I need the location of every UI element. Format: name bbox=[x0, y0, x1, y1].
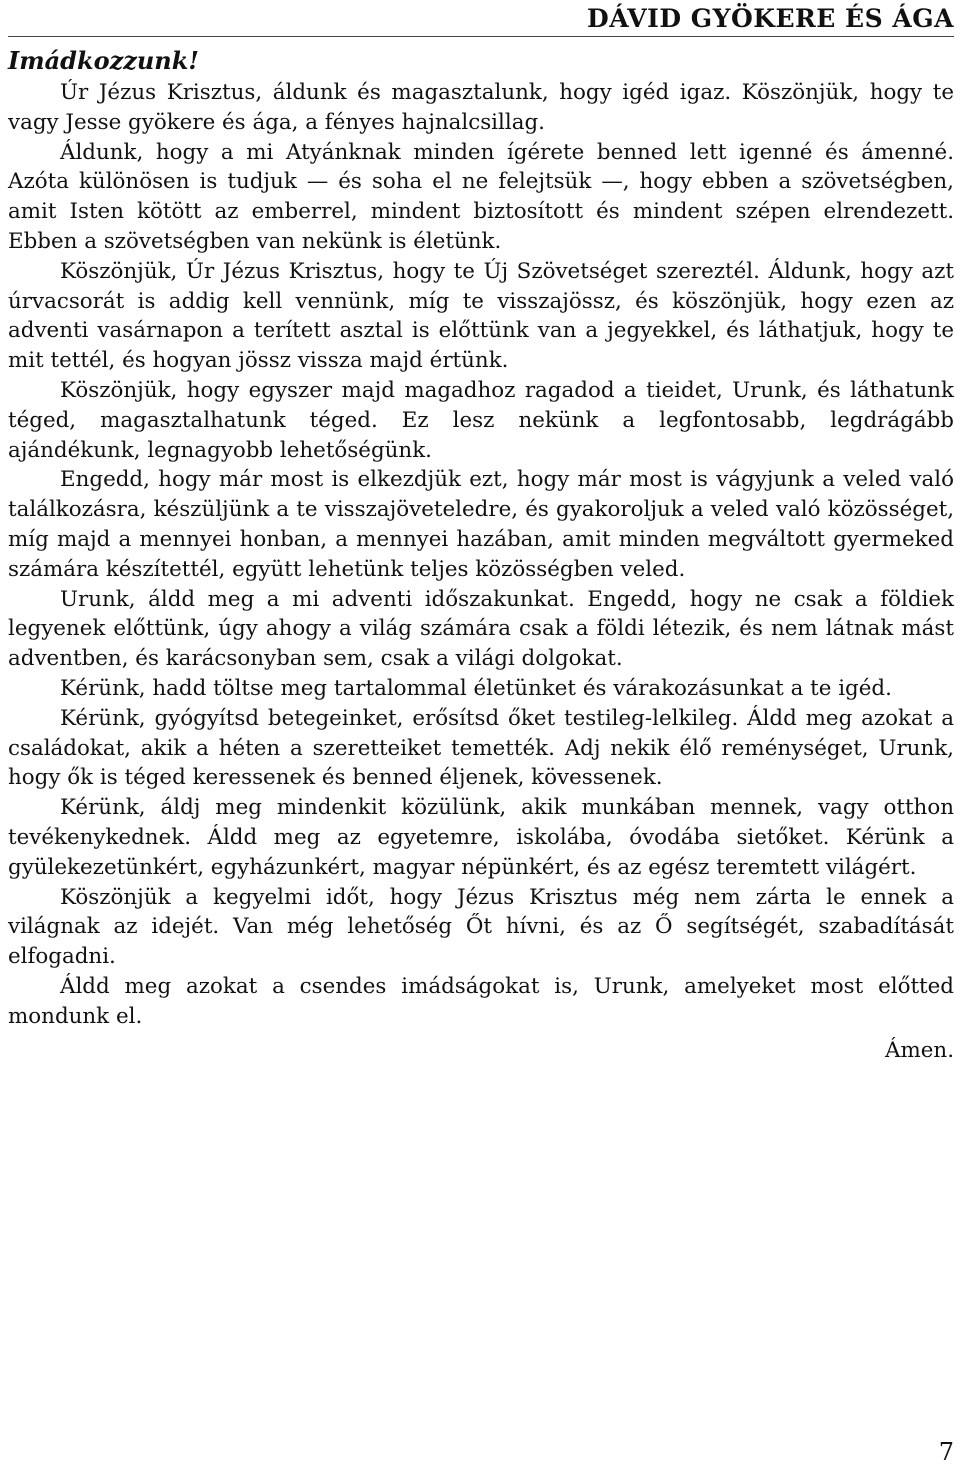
page-body bbox=[8, 44, 954, 1065]
paragraph: Kérünk, hadd töltse meg tartalommal életünket és várakozásunkat a te igéd. bbox=[60, 675, 892, 701]
paragraph: Kérünk, gyógyítsd betegeinket, erősítsd őket testileg-lelkileg. Áldd meg azokat a családokat, akik a héten a szeretteiket temették. Adj nekik élő reménységet, Urunk, hogy ők is téged keressenek és benned éljenek, kövessenek. bbox=[8, 705, 954, 791]
header-rule bbox=[8, 36, 954, 37]
paragraph: Kérünk, áldj meg mindenkit közülünk, akik munkában mennek, vagy otthon tevékenykednek. Áldd meg az egyetemre, iskolába, óvodába sietőket. Kérünk a gyülekezetünkért, egyházunkért, magyar népünkért, és az egész teremtett világért. bbox=[8, 795, 954, 880]
running-header: DÁVID GYÖKERE ÉS ÁGA bbox=[587, 4, 954, 33]
paragraph: Köszönjük a kegyelmi időt, hogy Jézus Krisztus még nem zárta le ennek a világnak az idejét. Van még lehetőség Őt hívni, és az Ő segítségét, szabadítását elfogadni. bbox=[8, 884, 954, 970]
paragraph: Engedd, hogy már most is elkezdjük ezt, hogy már most is vágyjunk a veled való találkozásra, készüljünk a te visszajöveteledre, és gyakoroljuk a veled való közösséget, míg majd a mennyei honban, a mennyei hazában, amit minden megváltott gyermeked számára készítettél, együtt lehetünk teljes közösségben veled. bbox=[8, 467, 954, 582]
prayer-heading: Imádkozzunk! bbox=[8, 46, 199, 75]
paragraph: Áldunk, hogy a mi Atyánknak minden ígérete benned lett igenné és ámenné. Azóta különösen is tudjuk — és soha el ne felejtsük —, hogy ebben a szövetségben, amit Isten kötött az emberrel, mindent biztosított és mindent szépen elrendezett. Ebben a szövetségben van nekünk is életünk. bbox=[8, 139, 954, 254]
paragraph: Úr Jézus Krisztus, áldunk és magasztalunk, hogy igéd igaz. Köszönjük, hogy te vagy Jesse gyökere és ága, a fényes hajnalcsillag. bbox=[8, 80, 954, 135]
page-number: 7 bbox=[938, 1438, 954, 1466]
paragraph: Áldd meg azokat a csendes imádságokat is, Urunk, amelyeket most előtted mondunk el. bbox=[8, 973, 954, 1029]
paragraph: Köszönjük, Úr Jézus Krisztus, hogy te Új Szövetséget szereztél. Áldunk, hogy azt úrvacsorát is addig kell vennünk, míg te visszajössz, és köszönjük, hogy ezen az adventi vasárnapon a terített asztal is előttünk van a jegyekkel, és láthatjuk, hogy te mit tettél, és hogyan jössz vissza majd értünk. bbox=[8, 258, 954, 374]
closing-amen: Ámen. bbox=[885, 1037, 954, 1063]
paragraph: Urunk, áldd meg a mi adventi időszakunkat. Engedd, hogy ne csak a földiek legyenek előttünk, úgy ahogy a világ számára csak a földi létezik, és nem látnak mást adventben, és karácsonyban sem, csak a világi dolgokat. bbox=[8, 586, 954, 672]
paragraph: Köszönjük, hogy egyszer majd magadhoz ragadod a tieidet, Urunk, és láthatunk téged, magasztalhatunk téged. Ez lesz nekünk a legfontosabb, legdrágább ajándékunk, legnagyobb lehetőségünk. bbox=[8, 377, 954, 463]
